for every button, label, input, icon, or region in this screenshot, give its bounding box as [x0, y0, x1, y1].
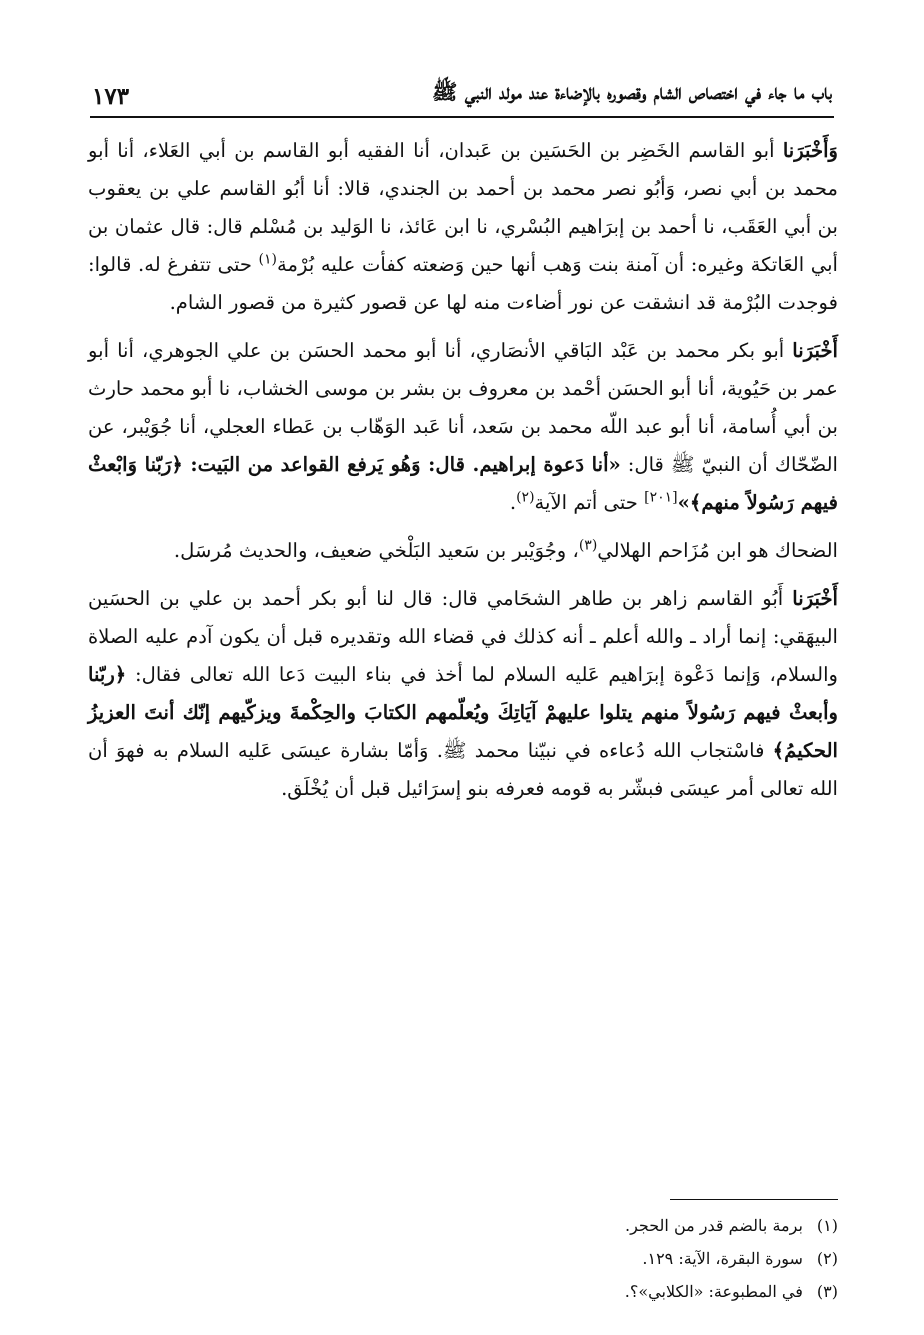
paragraph-text: أبو القاسم الخَضِر بن الحَسَين بن عَبدان، أنا الفقيه أبو القاسم بن أبي العَلاء، أنا أبو محمد بن أبي نصر، وَأبُو نصر محمد بن أحمد بن الجندي، قالا: أنا أبُو القاسم علي بن يعقوب بن أبي العَقَب، نا أحمد بن إبرَاهيم البُسْري، نا ابن عَائذ، نا الوَليد بن مُسْلم قال: قال عثمان بن أبي العَاتكة وغيره: أن آمنة بنت وَهب أنها حين وَضعته كفأت عليه بُرْمة: [88, 139, 838, 276]
paragraph-4: [88, 580, 838, 808]
paragraph-text: ، وجُوَيْبر بن سَعيد البَلْخي ضعيف، والحديث مُرسَل.: [173, 539, 579, 562]
paragraph-text: حتى تتفرغ له. قالوا: فوجدت البُرْمة قد انشقت عن نور أضاءت منه لها عن قصور كثيرة من قصور الشام.: [88, 253, 838, 314]
hadith-number-ref: [٢٠١]: [644, 489, 678, 506]
paragraph-2: [88, 332, 838, 522]
footnotes: [88, 1209, 838, 1308]
paragraph-lead: أَخْبَرَنا: [792, 587, 838, 610]
footnote: [88, 1209, 838, 1242]
footnote-text: سورة البقرة، الآية: ١٢٩.: [642, 1249, 803, 1268]
footnote-ref[interactable]: (٣): [578, 537, 598, 554]
paragraph-lead: أَخْبَرَنا: [792, 339, 838, 362]
paragraph-3: [88, 532, 838, 570]
paragraph-lead: وَأَخْبَرَنا: [782, 139, 838, 162]
footnote-text: في المطبوعة: «الكلابي»؟.: [624, 1282, 803, 1301]
page-number: ١٧٣: [92, 83, 130, 110]
footnote: [88, 1275, 838, 1308]
paragraph-text: حتى أتم الآية: [534, 491, 645, 514]
running-head: [92, 72, 832, 110]
header-rule: [90, 116, 834, 118]
footnote-ref[interactable]: (٢): [516, 489, 535, 506]
footnote-rule: [670, 1199, 838, 1200]
paragraph-text: فاسْتجاب الله دُعاءه في نبيّنا محمد ﷺ. وَأمّا بشارة عيسَى عَليه السلام به فهوَ أن الله تعالى أمر عيسَى فبشّر به قومه فعرفه بنو إسرَائيل قبل أن يُخْلَق.: [88, 739, 838, 800]
footnote-number: (١): [816, 1216, 838, 1235]
footnote-text: برمة بالضم قدر من الحجر.: [624, 1216, 803, 1235]
footnote: [88, 1242, 838, 1275]
hadith-quote: «أنا دَعوة إبراهيم. قال: وَهُو يَرفع القواعد من البَيت: ﴿رَبّنا وَابْعثْ فيهم رَسُولاً منهم﴾»: [88, 453, 838, 514]
page-body: [88, 132, 838, 818]
footnote-number: (٣): [816, 1282, 838, 1301]
footnote-ref[interactable]: (١): [258, 251, 278, 268]
paragraph-text: أبو بكر محمد بن عَبْد البَاقي الأنصَاري، أنا أبو محمد الحسَن بن علي الجوهري، أنا أبو عمر بن حَيُوية، أنا أبو الحسَن أحْمد بن معروف بن بشر بن موسى الخشاب، نا أبو محمد حارث بن أبي أُسامة، أنا أبو عبد اللّه محمد بن سَعد، أنا عَبد الوَهّاب بن عَطاء العجلي، أنا جُوَيْبر، عن الضّحّاك أن النبيّ ﷺ قال:: [88, 339, 839, 476]
paragraph-1: [88, 132, 838, 322]
chapter-title: باب ما جاء في اختصاص الشام وقصوره بالإضاءة عند مولد النبي ﷺ: [432, 79, 832, 104]
footnote-number: (٢): [816, 1249, 838, 1268]
paragraph-text: .: [509, 491, 517, 514]
paragraph-text: أَبُو القاسم زاهر بن طاهر الشحَامي قال: قال لنا أبو بكر أحمد بن علي بن الحسَين البيهَقي: إنما أراد ـ والله أعلم ـ أنه كذلك في قضاء الله وتقديره قبل أن يكون آدم عليه الصلاة والسلام، وَإنما دَعْوة إبرَاهيم عَليه السلام لما أخذ في بناء البيت دَعا الله تعالى فقال:: [88, 587, 838, 686]
quran-quote: ﴿ربّنا وأبعثْ فيهم رَسُولاً منهم يتلوا عليهمْ آيَاتِكَ ويُعلّمهم الكتابَ والحِكْمةَ ويزكّيهم إنّك أنتَ العزيزُ الحكيمُ﴾: [88, 663, 838, 762]
paragraph-text: الضحاك هو ابن مُزَاحم الهلالي: [597, 539, 838, 562]
